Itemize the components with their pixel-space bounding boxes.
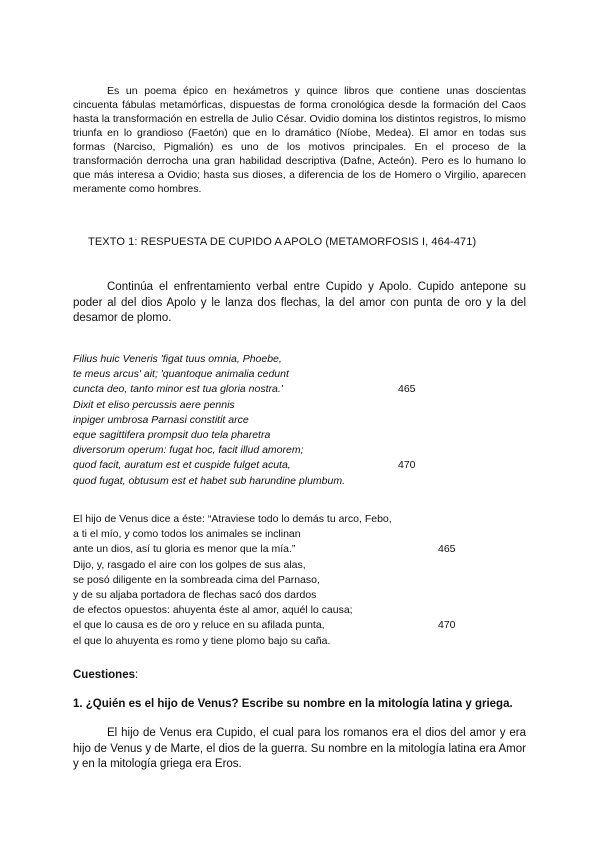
- latin-verse-line: te meus arcus' ait; 'quantoque animalia cedunt: [73, 368, 289, 381]
- latin-verse-line: quod fugat, obtusum est et habet sub harundine plumbum.: [73, 474, 346, 487]
- latin-verse-line: cuncta deo, tanto minor est tua gloria nostra.' 465: [73, 382, 345, 397]
- line-number: 470: [398, 459, 416, 472]
- line-number: 465: [438, 543, 456, 556]
- translation-line: el que lo causa es de oro y reluce en su afilada punta, 470: [73, 618, 392, 633]
- question-1: 1. ¿Quién es el hijo de Venus? Escribe su nombre en la mitología latina y griega.: [73, 698, 513, 710]
- translation-line: ante un dios, así tu gloria es menor que la mía.” 465: [73, 542, 392, 557]
- context-paragraph: Continúa el enfrentamiento verbal entre Cupido y Apolo. Cupido antepone su poder al del dios Apolo y le lanza dos flechas, la del amor con punta de oro y la del desamor de plomo.: [73, 281, 526, 324]
- translation-line: Dijo, y, rasgado el aire con los golpes de sus alas,: [73, 558, 306, 571]
- translation-line: y de su aljaba portadora de flechas sacó dos dardos: [73, 588, 317, 601]
- line-number: 470: [438, 619, 456, 632]
- latin-verse-line: diversorum operum: fugat hoc, facit illud amorem;: [73, 444, 304, 457]
- latin-verse-block: [73, 352, 416, 489]
- intro-paragraph: Es un poema épico en hexámetros y quince libros que contiene unas doscientas cincuenta fábulas metamórficas, dispuestas de forma cronológica desde la formación del Caos hasta la transformación en estrella de Julio César. Ovidio domina los distintos registros, lo mismo triunfa en lo grandioso (Faetón) que en lo dramático (Níobe, Medea). El amor en todas sus formas (Narciso, Pigmalión) es uno de los motivos principales. En el proceso de la transformación derrocha una gran habilidad descriptiva (Dafne, Acteón). Pero es lo humano lo que más interesa a Ovidio; hasta sus dioses, a diferencia de los de Homero o Virgilio, aparecen meramente como hombres.: [73, 85, 526, 195]
- line-number: 465: [398, 383, 416, 396]
- answer-1: El hijo de Venus era Cupido, el cual para los romanos era el dios del amor y era hijo de Venus y de Marte, el dios de la guerra. Su nombre en la mitología latina era Amor y en la mitología griega era Eros.: [73, 727, 526, 770]
- latin-verse-line: inpiger umbrosa Parnasi constitit arce: [73, 413, 249, 426]
- translation-line: se posó diligente en la sombreada cima del Parnaso,: [73, 573, 320, 586]
- translation-line: de efectos opuestos: ahuyenta éste al amor, aquél lo causa;: [73, 604, 353, 617]
- translation-line: el que lo ahuyenta es romo y tiene plomo bajo su caña.: [73, 634, 331, 647]
- latin-verse-line: eque sagittifera prompsit duo tela pharetra: [73, 428, 271, 441]
- latin-verse-line: quod facit, auratum est et cuspide fulget acuta, 470: [73, 458, 345, 473]
- text-heading: TEXTO 1: RESPUESTA DE CUPIDO A APOLO (METAMORFOSIS I, 464-471): [88, 236, 477, 248]
- spanish-translation-block: [73, 512, 456, 649]
- translation-line: a ti el mío, y como todos los animales se inclinan: [73, 528, 301, 541]
- cuestiones-heading: Cuestiones:: [73, 669, 139, 681]
- latin-verse-line: Filius huic Veneris 'figat tuus omnia, Phoebe,: [73, 353, 282, 365]
- translation-line: El hijo de Venus dice a éste: “Atraviese todo lo demás tu arco, Febo,: [73, 513, 392, 525]
- latin-verse-line: Dixit et eliso percussis aere pennis: [73, 398, 235, 411]
